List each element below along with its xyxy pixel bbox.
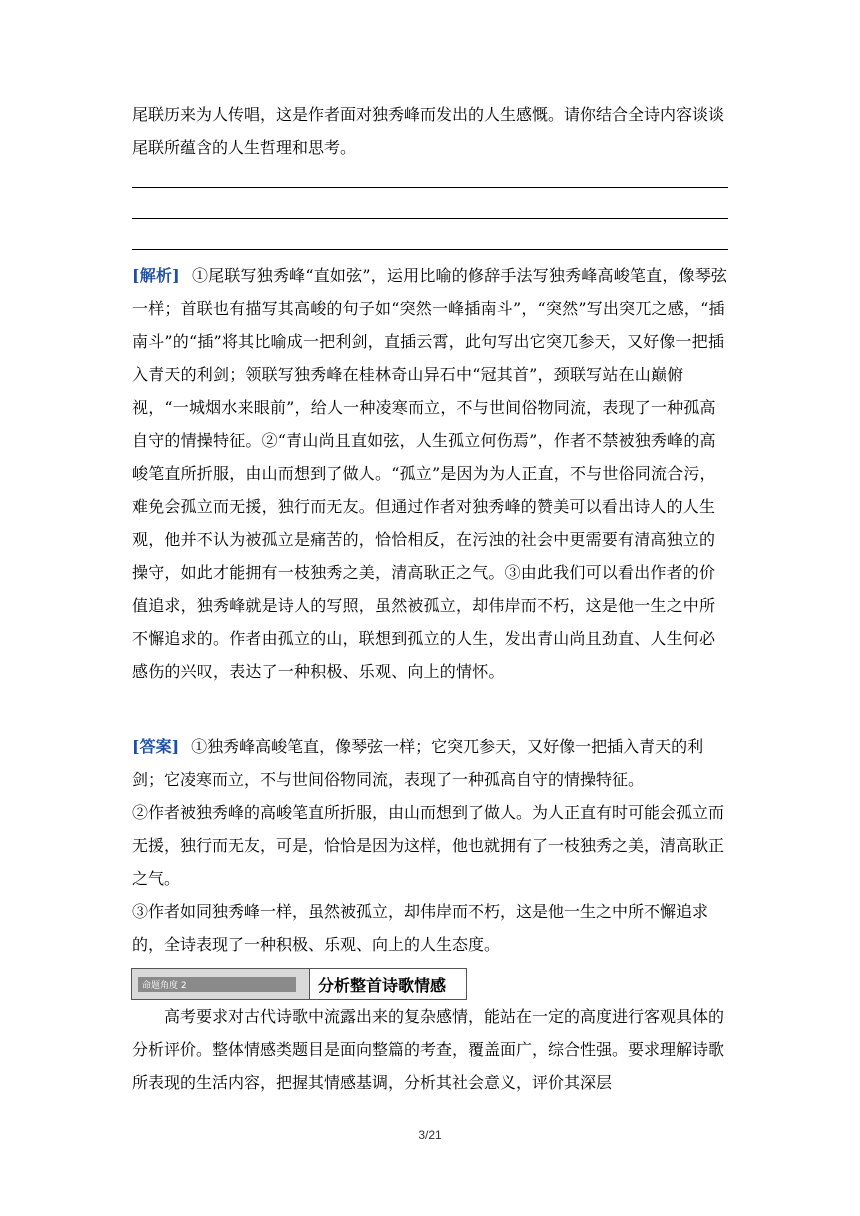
answer-point-3: ③作者如同独秀峰一样，虽然被孤立，却伟岸而不朽，这是他一生之中所不懈追求的，全诗表现了一种积极、乐观、向上的人生态度。 — [132, 902, 709, 954]
intro-paragraph: 高考要求对古代诗歌中流露出来的复杂感情，能站在一定的高度进行客观具体的分析评价。整体情感类题目是面向整篇的考查，覆盖面广，综合性强。要求理解诗歌所表现的生活内容，把握其情感基调，分析其社会意义，评价其深层 — [132, 1007, 725, 1092]
section-tag-cell — [132, 969, 310, 999]
analysis-label: [解析] — [132, 266, 180, 285]
answer-point-1 — [132, 730, 728, 796]
answer-line — [132, 187, 728, 188]
analysis-paragraph — [132, 259, 728, 688]
answer-label: [答案] — [132, 737, 180, 756]
answer-line — [132, 218, 728, 219]
analysis-text: ①尾联写独秀峰“直如弦”，运用比喻的修辞手法写独秀峰高峻笔直，像琴弦一样；首联也有描写其高峻的句子如“突然一峰插南斗”，“突然”写出突兀之感，“插南斗”的“插”将其比喻成一把利剑，直插云霄，此句写出它突兀参天，又好像一把插入青天的利剑；领联写独秀峰在桂林奇山异石中“冠其首”，颈联写站在山巅俯视，“一城烟水来眼前”，给人一种凌寒而立，不与世间俗物同流，表现了一种孤高自守的情操特征。②“青山尚且直如弦，人生孤立何伤焉”，作者不禁被独秀峰的高峻笔直所折服，由山而想到了做人。“孤立”是因为为人正直，不与世俗同流合污，难免会孤立而无援，独行而无友。但通过作者对独秀峰的赞美可以看出诗人的人生观，他并不认为被孤立是痛苦的，恰恰相反，在污浊的社会中更需要有清高独立的操守，如此才能拥有一枝独秀之美，清高耿正之气。③由此我们可以看出作者的价值追求，独秀峰就是诗人的写照，虽然被孤立，却伟岸而不朽，这是他一生之中所不懈追求的。作者由孤立的山，联想到孤立的人生，发出青山尚且劲直、人生何必感伤的兴叹，表达了一种积极、乐观、向上的情怀。 — [132, 266, 728, 681]
answer-point-2: ②作者被独秀峰的高峻笔直所折服，由山而想到了做人。为人正直有时可能会孤立而无援，独行而无友，可是，恰恰是因为这样，他也就拥有了一枝独秀之美，清高耿正之气。 — [132, 803, 725, 888]
section-tag: 命题角度 2 — [138, 977, 296, 992]
answer-line — [132, 249, 728, 250]
answer-point-1-text: ①独秀峰高峻笔直，像琴弦一样；它突兀参天，又好像一把插入青天的利剑；它凌寒而立，不与世间俗物同流，表现了一种孤高自守的情操特征。 — [132, 737, 704, 789]
section-header — [131, 968, 467, 1000]
section-title: 分析整首诗歌情感 — [318, 975, 447, 995]
question-text: 尾联历来为人传唱，这是作者面对独秀峰而发出的人生感慨。请你结合全诗内容谈谈尾联所蕴含的人生哲理和思考。 — [132, 105, 725, 157]
page-number: 3/21 — [418, 1128, 442, 1142]
